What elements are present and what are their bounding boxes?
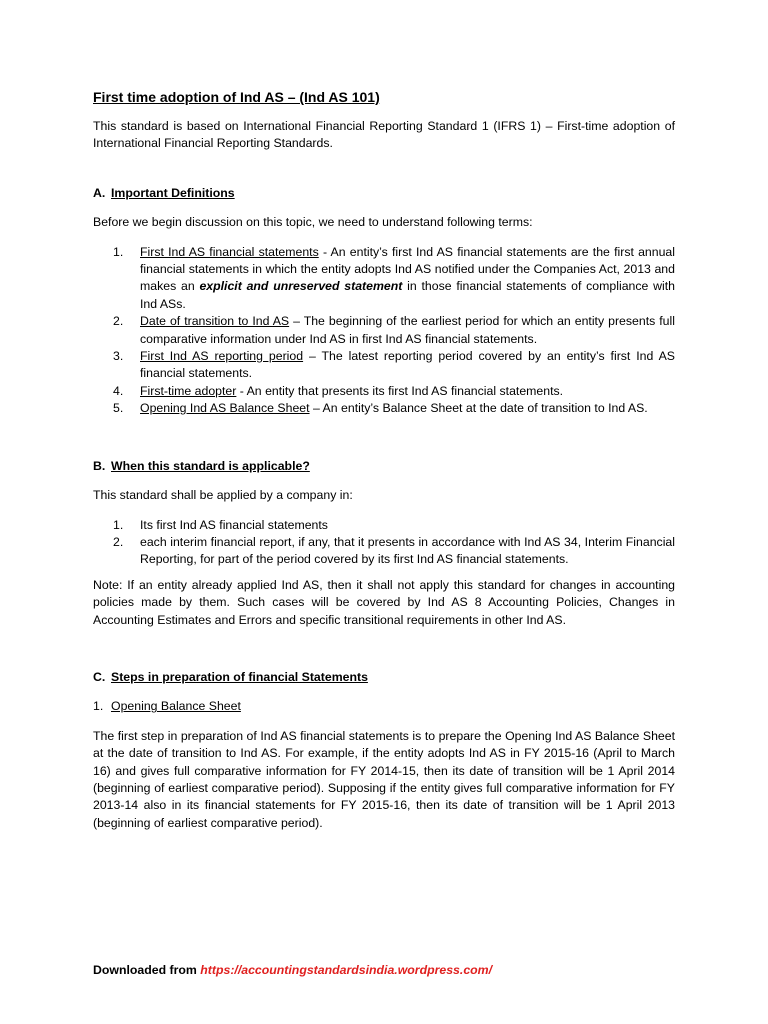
section-b-heading [93,458,675,475]
list-number: 2. [113,314,124,329]
emphasis-text: explicit and unreserved statement [199,279,403,294]
definitions-list [93,244,675,418]
subsection-number: 1. [93,699,104,714]
list-item: 1. Its first Ind AS financial statements [93,517,675,534]
section-a-title: Important Definitions [111,185,235,200]
note-paragraph: Note: If an entity already applied Ind AS, then it shall not apply this standard for changes in accounting policies made by them. Such cases will be covered by Ind AS 8 Accounting Policies, Changes in Accounting Estimates and Errors and specific transitional requirements in other Ind AS. [93,577,675,627]
list-item: 5. Opening Ind AS Balance Sheet – An entity’s Balance Sheet at the date of transition to Ind AS. [93,400,675,417]
list-item: 2. Date of transition to Ind AS – The beginning of the earliest period for which an entity presents full comparative information under Ind AS in first Ind AS financial statements. [93,313,675,348]
list-number: 3. [113,349,124,364]
list-item: 1. First Ind AS financial statements - An entity’s first Ind AS financial statements are the first annual financial statements in which the entity adopts Ind AS notified under the Companies Act, 2013 and makes an explicit and unreserved statement in those financial statements of compliance with Ind ASs. [93,244,675,314]
section-a-heading [93,185,675,202]
intro-paragraph: This standard is based on International Financial Reporting Standard 1 (IFRS 1) – First-time adoption of International Financial Reporting Standards. [93,119,675,151]
list-number: 1. [113,244,124,259]
list-item: 4. First-time adopter - An entity that presents its first Ind AS financial statements. [93,383,675,400]
document-page [93,88,675,832]
definition-term: First Ind AS financial statements [140,244,319,259]
definition-term: Opening Ind AS Balance Sheet [140,401,310,416]
section-a-lead: Before we begin discussion on this topic, we need to understand following terms: [93,215,533,230]
footer [93,962,492,979]
section-c-title: Steps in preparation of financial Statements [111,669,368,684]
definition-term: First Ind AS reporting period [140,349,304,364]
subsection-heading [93,698,675,715]
section-c-heading [93,669,675,686]
list-number: 4. [113,383,124,398]
definition-term: First-time adopter [140,383,237,398]
list-number: 1. [113,517,124,532]
footer-label: Downloaded from [93,963,201,977]
opening-balance-paragraph: The first step in preparation of Ind AS financial statements is to prepare the Opening Ind AS Balance Sheet at the date of transition to Ind AS. For example, if the entity adopts Ind AS in FY 2015-16 (April to March 16) and gives full comparative information for FY 2014-15, then its date of transition will be 1 April 2014 (beginning of earliest comparative period). Supposing if the entity gives full comparative information for FY 2013-14 also in its financial statements for FY 2015-16, then its date of transition will be 1 April 2013 (beginning of earliest comparative period). [93,728,675,830]
section-b-title: When this standard is applicable? [111,458,310,473]
list-number: 5. [113,401,124,416]
subsection-title: Opening Balance Sheet [111,699,241,714]
section-b-letter: B. [93,458,106,473]
section-b-lead: This standard shall be applied by a company in: [93,488,353,503]
page-title: First time adoption of Ind AS – (Ind AS 101) [93,89,380,105]
list-item: 3. First Ind AS reporting period – The latest reporting period covered by an entity’s first Ind AS financial statements. [93,348,675,383]
definition-term: Date of transition to Ind AS [140,314,290,329]
applicability-list [93,517,675,569]
list-item: 2. each interim financial report, if any, that it presents in accordance with Ind AS 34, Interim Financial Reporting, for part of the period covered by its first Ind AS financial statements. [93,534,675,569]
section-a-letter: A. [93,185,106,200]
section-c-letter: C. [93,669,106,684]
footer-link[interactable]: https://accountingstandardsindia.wordpress.com/ [200,963,493,977]
list-number: 2. [113,534,124,549]
